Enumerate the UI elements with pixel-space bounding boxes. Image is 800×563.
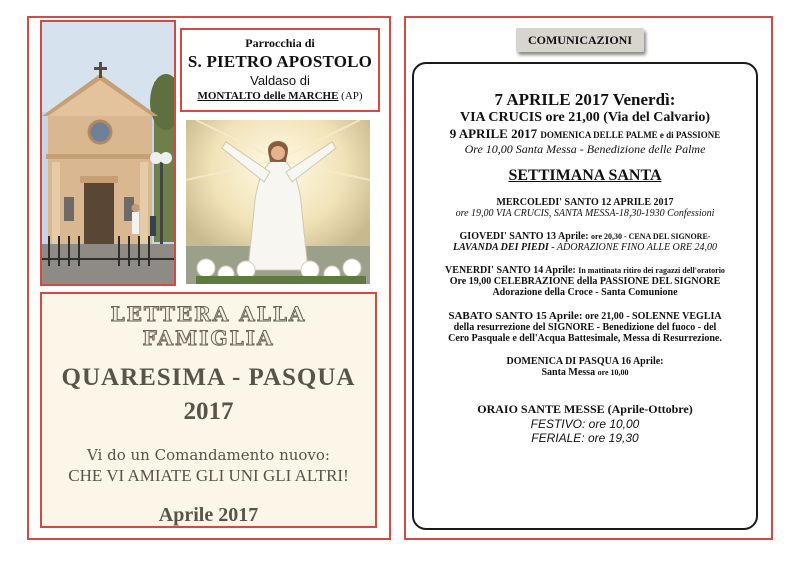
communications-label: COMUNICAZIONI (516, 28, 644, 52)
risen-christ-illustration (186, 120, 370, 284)
letter-year: 2017 (183, 398, 234, 425)
mass-schedule-head: ORAIO SANTE MESSE (Aprile-Ottobre) (477, 402, 693, 416)
family-letter-box (40, 292, 377, 528)
risen-christ-painting (186, 120, 370, 284)
church-photo (40, 20, 176, 286)
friday-date: VENERDI' SANTO 14 Aprile: (445, 265, 576, 276)
thursday-washing-feet: LAVANDA DEI PIEDI (452, 242, 549, 253)
letter-title: LETTERA ALLA FAMIGLIA (110, 302, 307, 350)
weekday-mass-time: FERIALE: ore 19,30 (531, 431, 639, 445)
via-crucis-line (414, 110, 756, 126)
friday-retreat: In mattinata ritiro dei ragazzi dell'oratorio (578, 266, 725, 275)
thursday-details (414, 242, 756, 253)
communications-board (412, 62, 758, 530)
parish-location: Valdaso di (250, 73, 310, 88)
saturday-vigil: ore 21,00 - SOLENNE VEGLIA (585, 311, 722, 322)
easter-mass (414, 367, 756, 378)
saturday-head (414, 310, 756, 322)
friday-head (414, 265, 756, 276)
easter-head: DOMENICA DI PASQUA 16 Aprile: (506, 356, 664, 367)
easter-mass-time: ore 10,00 (597, 368, 629, 377)
palm-sunday-title: DOMENICA DELLE PALME e di PASSIONE (540, 130, 721, 140)
saturday-line-2: della resurrezione del SIGNORE - Benedizione del fuoco - del (453, 322, 717, 333)
church-illustration (42, 22, 176, 286)
thursday-date: GIOVEDI' SANTO 13 Aprile: (459, 231, 589, 242)
via-crucis-time: VIA CRUCIS ore 21,00 (459, 110, 600, 125)
saturday-line-3: Cero Pasquale e dell'Acqua Battesimale, Messa di Resurrezione. (448, 333, 722, 344)
festive-mass-time: FESTIVO: ore 10,00 (530, 417, 640, 431)
parish-town-name: MONTALTO delle MARCHE (197, 90, 339, 102)
palm-sunday-date: 9 APRILE 2017 (449, 126, 538, 141)
holy-week-title: SETTIMANA SANTA (508, 167, 662, 184)
friday-celebration: Ore 19,00 CELEBRAZIONE della PASSIONE DEL SIGNORE (449, 276, 721, 287)
palm-sunday-mass: Ore 10,00 Santa Messa - Benedizione delle Palme (464, 142, 706, 156)
letter-date: Aprile 2017 (158, 504, 259, 526)
season-title: QUARESIMA - PASQUA (61, 364, 356, 391)
easter-mass-label: Santa Messa (541, 367, 596, 378)
parish-line-1: Parrocchia di (245, 36, 315, 50)
wednesday-head: MERCOLEDI' SANTO 12 APRILE 2017 (496, 197, 674, 208)
thursday-time: ore 20,30 - CENA DEL SIGNORE- (591, 232, 711, 241)
wednesday-details: ore 19,00 VIA CRUCIS, SANTA MESSA-18,30-1930 Confessioni (455, 208, 715, 219)
friday-adoration: Adorazione della Croce - Santa Comunione (492, 287, 678, 298)
parish-town (182, 90, 378, 102)
saturday-date: SABATO SANTO 15 Aprile: (448, 310, 583, 322)
parish-province: (AP) (341, 90, 363, 102)
friday-header: 7 APRILE 2017 Venerdì: (494, 90, 676, 109)
parish-name: S. PIETRO APOSTOLO (187, 52, 373, 71)
commandment-text: CHE VI AMIATE GLI UNI GLI ALTRI! (68, 466, 349, 485)
commandment-intro: Vi do un Comandamento nuovo: (86, 446, 330, 464)
parish-title-box (180, 28, 380, 112)
thursday-adoration: - ADORAZIONE FINO ALLE ORE 24,00 (551, 242, 717, 253)
via-crucis-place: (Via del Calvario) (603, 110, 711, 125)
palm-sunday-line (414, 126, 756, 142)
thursday-head (414, 231, 756, 242)
